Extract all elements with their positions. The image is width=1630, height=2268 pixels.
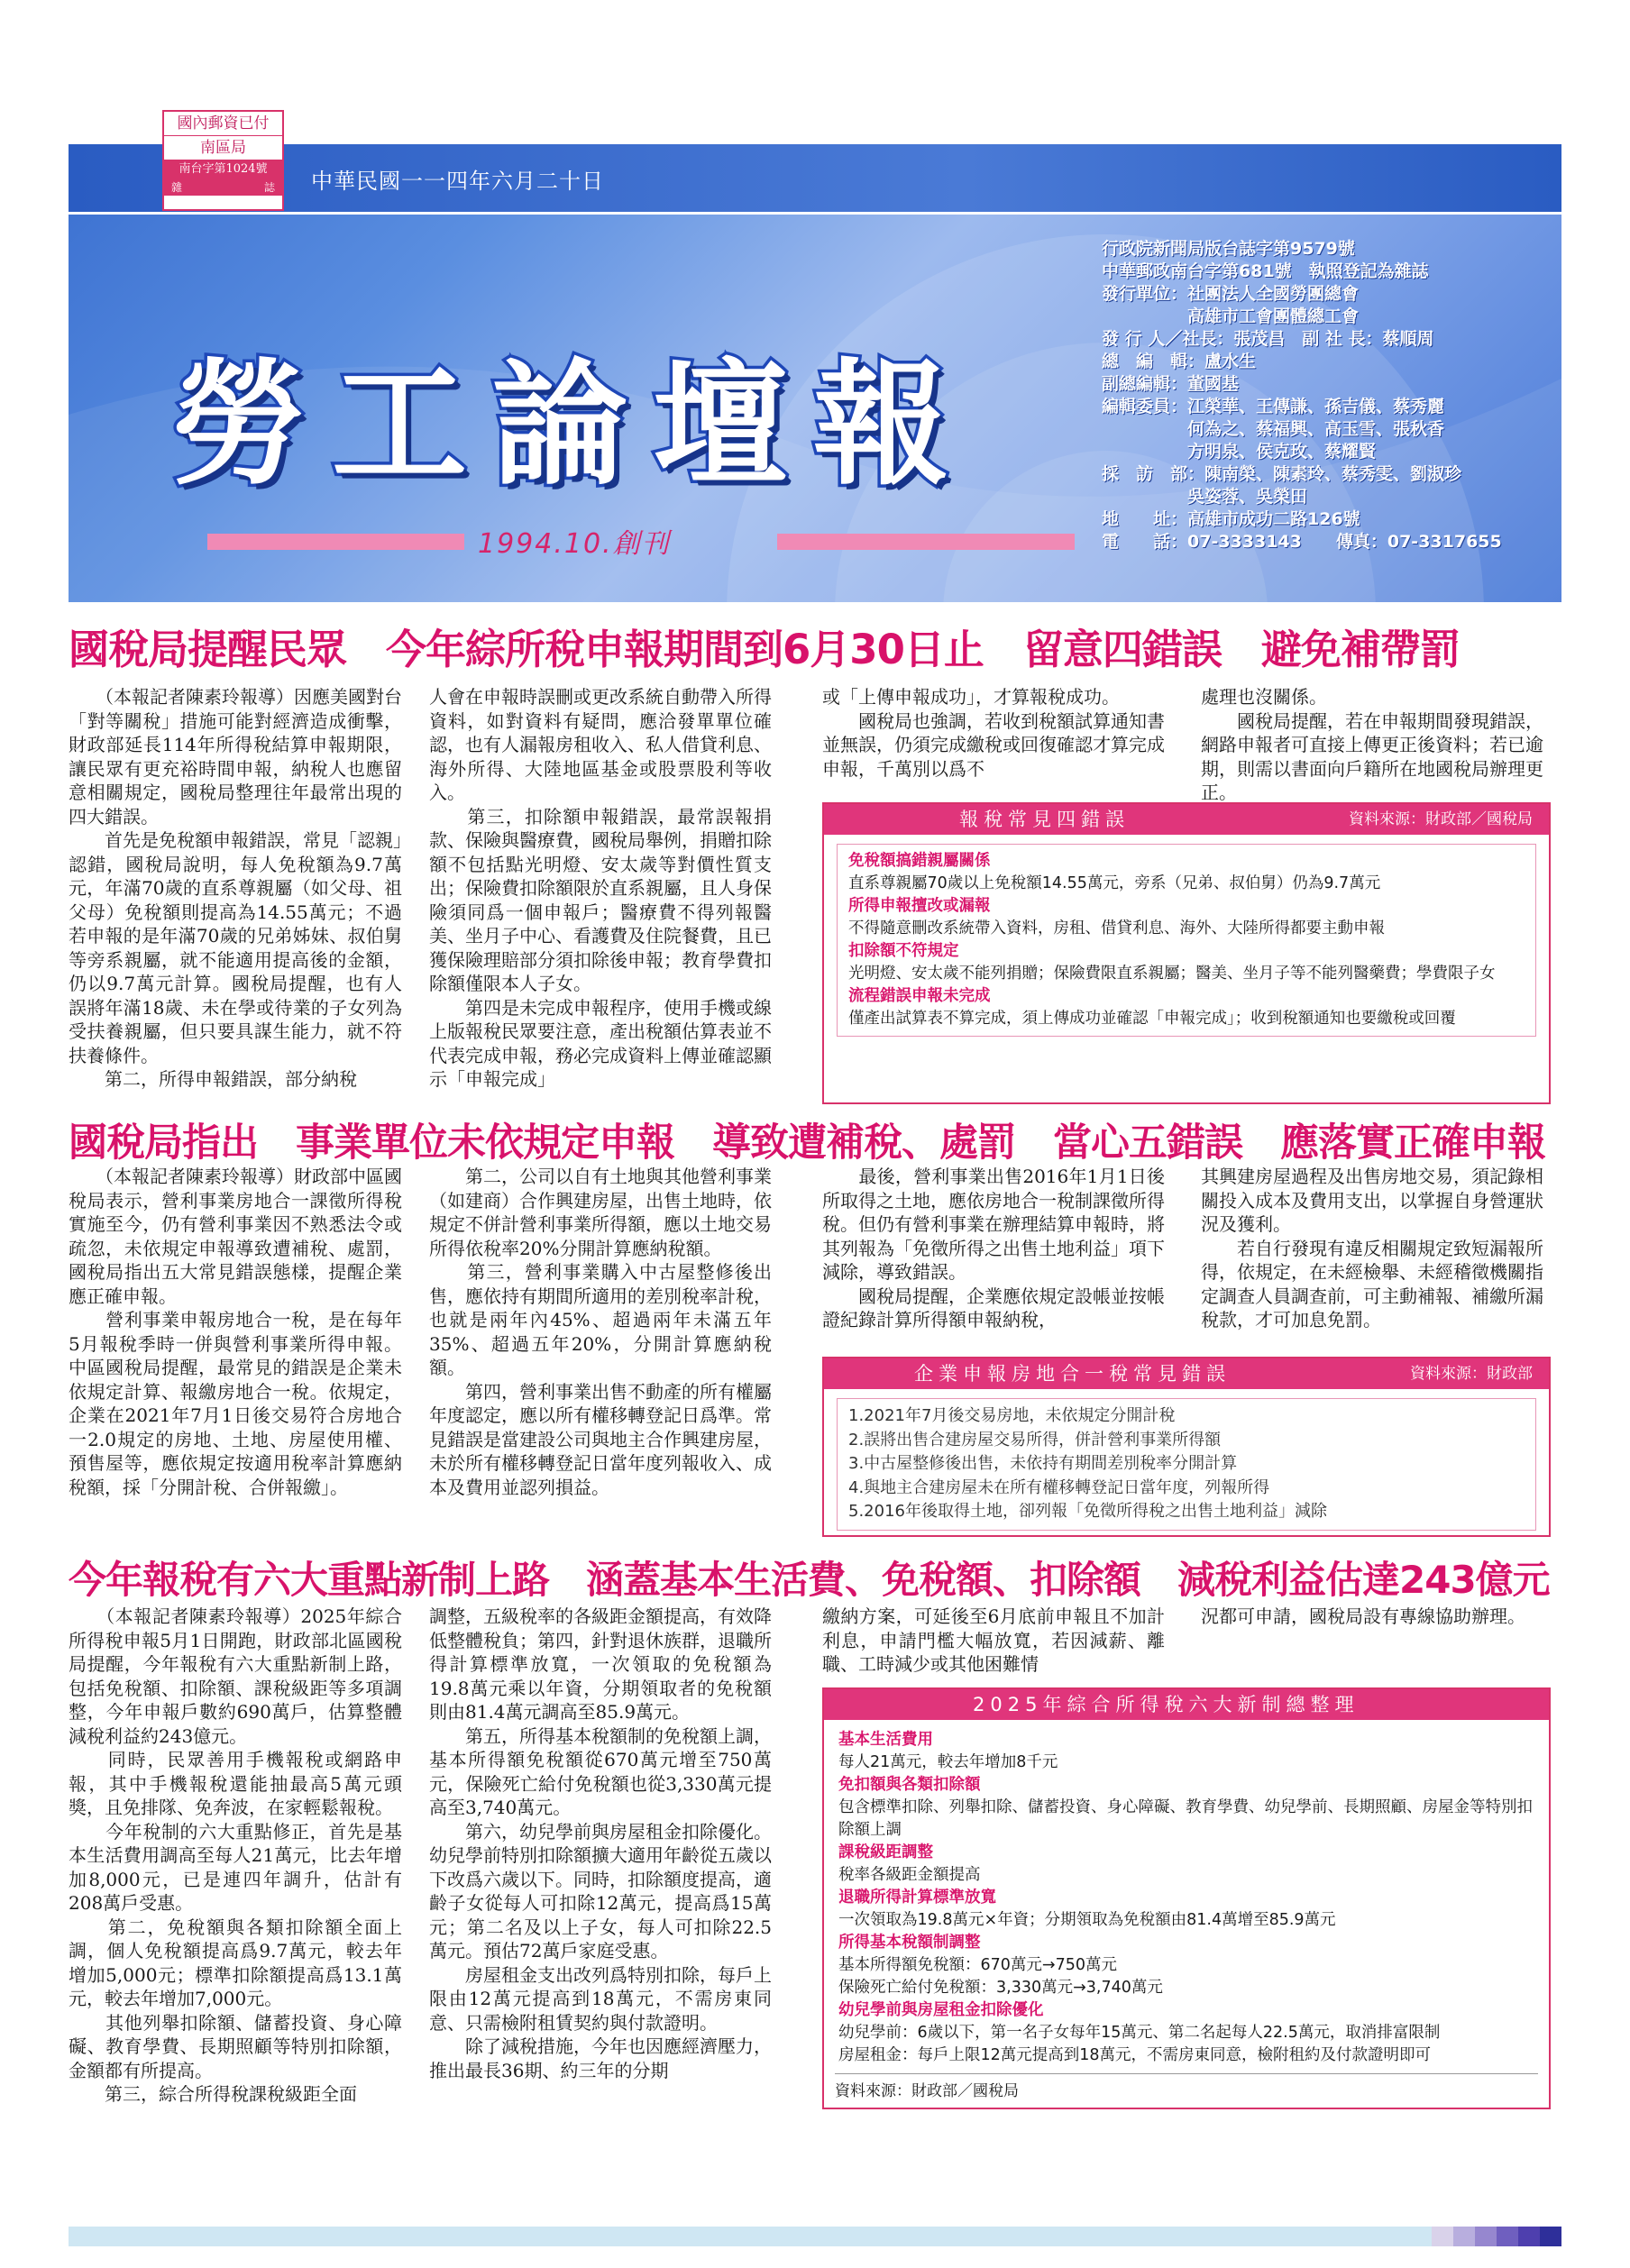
- masthead-info: [1102, 238, 1557, 553]
- box-item-head: 所得基本稅額制調整: [838, 1934, 981, 1952]
- masthead-line: 採 訪 部：陳南榮、陳素玲、蔡秀雯、劉淑珍: [1102, 464, 1462, 484]
- article2-box-body: [837, 1398, 1536, 1531]
- footer-bar: [69, 2227, 1561, 2246]
- box-item-head: 退職所得計算標準放寬: [838, 1888, 996, 1907]
- stamp-line3: 南台字第1024號: [164, 160, 282, 179]
- article1-col1: （本報記者陳素玲報導）因應美國對台「對等關稅」措施可能對經濟造成衝擊，財政部延長114年所得稅結算申報期限，讓民眾有更充裕時間申報，納稅人也應留意相關規定，國稅局整理往年最常出現的四大錯誤。 首先是免稅額申報錯誤，常見「認親」認錯，國稅局說明，每人免稅額為9.7萬元，年滿70歲的直系尊親屬（如父母、祖父母）免稅額則提高為14.55萬元；不過若申報的是年滿70歲的兄弟姊妹、叔伯舅等旁系親屬，就不能適用提高後的金額，仍以9.7萬元計算。國稅局提醒，也有人誤將年滿18歲、未在學或待業的子女列為受扶養親屬，但只要具謀生能力，就不符扶養條件。 第二，所得申報錯誤，部分納稅: [69, 686, 402, 1090]
- box-item-text: 不得隨意刪改系統帶入資料，房租、借貸利息、海外、大陸所得都要主動申報: [848, 919, 1385, 937]
- article3-box-header: [824, 1689, 1549, 1720]
- article3-box-body: [835, 1725, 1538, 2071]
- box-list-item: 4.與地主合建房屋未在所有權移轉登記日當年度，列報所得: [848, 1477, 1270, 1497]
- article3-col4: 況都可申請，國稅局設有專線協助辦理。: [1201, 1605, 1525, 1627]
- box-item-text: 包含標準扣除、列舉扣除、儲蓄投資、身心障礙、教育學費、幼兒學前、長期照顧、房屋金等特別扣除額上調: [838, 1798, 1533, 1839]
- masthead-line: 發行單位：社團法人全國勞團總會: [1102, 284, 1360, 304]
- masthead-line: 發 行 人／社長：張茂昌 副 社 長：蔡順周: [1102, 329, 1434, 349]
- article2-headline: 國稅局指出 事業單位未依規定申報 導致遭補稅、處罰 當心五錯誤 應落實正確申報: [69, 1120, 1545, 1166]
- box-item-head: 免扣額與各類扣除額: [838, 1776, 981, 1794]
- date-bar: [69, 144, 1561, 215]
- postage-stamp: [162, 110, 284, 211]
- article3-headline: 今年報稅有六大重點新制上路 涵蓋基本生活費、免稅額、扣除額 減稅利益估達243億元: [69, 1558, 1550, 1602]
- masthead-line: 副總編輯：董國基: [1102, 374, 1240, 394]
- masthead-line: 電 話：07-3333143 傳真：07-3317655: [1102, 532, 1502, 552]
- article2-col3: 最後，營利事業出售2016年1月1日後所取得之土地，應依房地合一稅制課徵所得稅。但仍有營利事業在辦理結算申報時，將其列報為「免徵所得之出售土地利益」項下減除，導致錯誤。 國稅局提醒，企業應依規定設帳並按帳證紀錄計算所得額申報納稅，: [822, 1166, 1165, 1331]
- footer-square: [1518, 2227, 1540, 2246]
- footer-square: [1497, 2227, 1518, 2246]
- box-item-text: 稅率各級距金額提高: [838, 1866, 981, 1884]
- masthead-line: 行政院新聞局版台誌字第9579號: [1102, 239, 1355, 259]
- box-item-head: 幼兒學前與房屋租金扣除優化: [838, 2001, 1044, 2019]
- article3-box-source: 資料來源：財政部／國稅局: [835, 2073, 1538, 2100]
- box-list-item: 5.2016年後取得土地，卻列報「免徵所得稅之出售土地利益」減除: [848, 1502, 1327, 1521]
- article1-col2: 人會在申報時誤刪或更改系統自動帶入所得資料，如對資料有疑問，應洽發單單位確認，也有人漏報房租收入、私人借貸利息、海外所得、大陸地區基金或股票股利等收入。 第三，扣除額申報錯誤，最常誤報捐款、保險與醫療費，國稅局舉例，捐贈扣除額不包括點光明燈、安太歲等對價性質支出；保險費扣除額限於直系親屬，且人身保險須同爲一個申報戶；醫療費不得列報醫美、坐月子中心、看護費及住院餐費，且已獲保險理賠部分須扣除後申報；教育學費扣除額僅限本人子女。 第四是未完成申報程序，使用手機或線上版報稅民眾要注意，產出稅額估算表並不代表完成申報，務必完成資料上傳並確認顯示「申報完成」: [429, 686, 772, 1090]
- stamp-line4a: 雜: [171, 181, 183, 194]
- box-item-text: 一次領取為19.8萬元×年資；分期領取為免稅額由81.4萬增至85.9萬元: [838, 1911, 1336, 1929]
- masthead-line: 中華郵政南台字第681號 執照登記為雜誌: [1102, 261, 1429, 281]
- article2-box-title: 企業申報房地合一稅常見錯誤: [914, 1363, 1231, 1385]
- footer-square: [1432, 2227, 1453, 2246]
- box-item-head: 基本生活費用: [838, 1731, 933, 1749]
- article2-col1: （本報記者陳素玲報導）財政部中區國稅局表示，營利事業房地合一課徵所得稅實施至今，仍有營利事業因不熟悉法令或疏忽，未依規定申報導致遭補稅、處罰，國稅局指出五大常見錯誤態樣，提醒企業應正確申報。 營利事業申報房地合一稅，是在每年5月報稅季時一併與營利事業所得申報。中區國稅局提醒，最常見的錯誤是企業未依規定計算、報繳房地合一稅。依規定，企業在2021年7月1日後交易符合房地合一2.0規定的房地、土地、房屋使用權、預售屋等，應依規定按適用稅率計算應納稅額，採「分開計稅、合併報繳」。: [69, 1166, 402, 1498]
- box-item-text: 每人21萬元，較去年增加8千元: [838, 1753, 1058, 1771]
- footer-square: [1475, 2227, 1497, 2246]
- masthead-line: 編輯委員：江榮華、王傳謙、孫吉儀、蔡秀麗: [1102, 397, 1445, 416]
- article1-col3: 或「上傳申報成功」，才算報稅成功。 國稅局也強調，若收到稅額試算通知書並無誤，仍須完成繳稅或回復確認才算完成申報，千萬別以爲不: [822, 686, 1165, 780]
- masthead-line: 何為之、蔡福興、高玉雪、張秋香: [1102, 419, 1445, 439]
- article1-box-source: 資料來源：財政部／國稅局: [1349, 810, 1533, 828]
- article1-headline: 國稅局提醒民眾 今年綜所稅申報期間到6月30日止 留意四錯誤 避免補帶罰: [69, 626, 1460, 673]
- box-list-item: 2.誤將出售合建房屋交易所得，併計營利事業所得額: [848, 1430, 1222, 1450]
- box-item-head: 流程錯誤申報未完成: [848, 987, 991, 1005]
- article3-col1: （本報記者陳素玲報導）2025年綜合所得稅申報5月1日開跑，財政部北區國稅局提醒，今年報稅有六大重點新制上路，包括免稅額、扣除額、課稅級距等多項調整，今年申報戶數約690萬戶，估算整體減稅利益約243億元。 同時，民眾善用手機報稅或網路申報，其中手機報稅還能抽最高5萬元頭獎，且免排隊、免奔波，在家輕鬆報稅。 今年稅制的六大重點修正，首先是基本生活費用調高至每人21萬元，比去年增加8,000元，已是連四年調升，估計有208萬戶受惠。 第二，免稅額與各類扣除額全面上調，個人免稅額提高爲9.7萬元，較去年增加5,000元；標準扣除額提高爲13.1萬元，較去年增加7,000元。 其他列舉扣除額、儲蓄投資、身心障礙、教育學費、長期照顧等特別扣除額，金額都有所提高。 第三，綜合所得稅課稅級距全面: [69, 1605, 402, 2105]
- stamp-line4: [164, 179, 282, 196]
- box-item-text: 基本所得額免稅額：670萬元→750萬元 保險死亡給付免稅額：3,330萬元→3,740萬元: [838, 1956, 1163, 1997]
- box-item-text: 僅產出試算表不算完成，須上傳成功並確認「申報完成」；收到稅額通知也要繳稅或回覆: [848, 1010, 1456, 1028]
- article2-col2: 第二，公司以自有土地與其他營利事業（如建商）合作興建房屋，出售土地時，依規定不併計營利事業所得額，應以土地交易所得依稅率20%分開計算應納稅額。 第三，營利事業購入中古屋整修後出售，應依持有期間所適用的差別稅率計稅，也就是兩年內45%、超過兩年未滿五年35%、超過五年20%，分開計算應納稅額。 第四，營利事業出售不動產的所有權屬年度認定，應以所有權移轉登記日爲準。常見錯誤是當建設公司與地主合作興建房屋，未於所有權移轉登記日當年度列報收入、成本及費用並認列損益。: [429, 1166, 772, 1498]
- article3-col2: 調整，五級稅率的各級距金額提高，有效降低整體稅負；第四，針對退休族群，退職所得計算標準放寬，一次領取的免稅額為19.8萬元乘以年資，分期領取者的免稅額則由81.4萬元調高至85.9萬元。 第五，所得基本稅額制的免稅額上調，基本所得額免稅額從670萬元增至750萬元，保險死亡給付免稅額也從3,330萬元提高至3,740萬元。 第六，幼兒學前與房屋租金扣除優化。幼兒學前特別扣除額擴大適用年齡從五歲以下改爲六歲以下。同時，扣除額度提高，適齡子女從每人可扣除12萬元，提高爲15萬元；第二名及以上子女，每人可扣除22.5萬元。預估72萬戶家庭受惠。 房屋租金支出改列爲特別扣除，每戶上限由12萬元提高到18萬元，不需房東同意、只需檢附租賃契約與付款證明。 除了減稅措施，今年也因應經濟壓力，推出最長36期、約三年的分期: [429, 1605, 772, 2081]
- paper-title: 勞工論壇報: [171, 347, 975, 504]
- stamp-line1: 國內郵資已付: [164, 112, 282, 136]
- box-list-item: 3.中古屋整修後出售，未依持有期間差別稅率分開計算: [848, 1454, 1238, 1473]
- article2-sidebar-box: [822, 1357, 1551, 1537]
- box-item-text: 直系尊親屬70歲以上免稅額14.55萬元，旁系（兄弟、叔伯舅）仍為9.7萬元: [848, 874, 1381, 892]
- box-item-head: 課稅級距調整: [838, 1843, 933, 1861]
- masthead-line: 高雄市工會團體總工會: [1102, 306, 1360, 326]
- decor-bar-right: [777, 534, 1075, 550]
- decor-bar-left: [207, 534, 464, 550]
- box-item-head: 扣除額不符規定: [848, 942, 959, 960]
- stamp-line2: 南區局: [164, 136, 282, 160]
- article1-box-body: [837, 844, 1536, 1037]
- box-item-text: 幼兒學前：6歲以下，第一名子女每年15萬元、第二名起每人22.5萬元，取消排富限制 房屋租金：每戶上限12萬元提高到18萬元，不需房東同意，檢附租約及付款證明即可: [838, 2024, 1441, 2064]
- issue-date: 中華民國一一四年六月二十日: [311, 169, 604, 194]
- masthead-line: 吳姿蓉、吳榮田: [1102, 487, 1308, 507]
- article2-box-header: [824, 1358, 1549, 1389]
- masthead-line: 總 編 輯：盧水生: [1102, 352, 1257, 371]
- masthead-line: 地 址：高雄市成功二路126號: [1102, 509, 1360, 529]
- footer-square: [1453, 2227, 1475, 2246]
- article2-col4: 其興建房屋過程及出售房地交易，須記錄相關投入成本及費用支出，以掌握自身營運狀況及獲利。 若自行發現有違反相關規定致短漏報所得，依規定，在未經檢舉、未經稽徵機關指定調查人員調查前，可主動補報、補繳所漏稅款，才可加息免罰。: [1201, 1166, 1543, 1331]
- founded-label: 1994.10.創刊: [478, 528, 671, 560]
- box-item-head: 免稅額搞錯親屬關係: [848, 852, 991, 870]
- footer-squares: [1432, 2227, 1561, 2246]
- article3-sidebar-box: [822, 1687, 1551, 2109]
- box-list-item: 1.2021年7月後交易房地，未依規定分開計稅: [848, 1406, 1176, 1425]
- article1-box-header: [824, 804, 1549, 835]
- article1-box-title: 報稅常見四錯誤: [959, 809, 1130, 830]
- stamp-line4b: 誌: [263, 181, 275, 194]
- article1-col4: 處理也沒關係。 國稅局提醒，若在申報期間發現錯誤，網路申報者可直接上傳更正後資料；若已逾期，則需以書面向戶籍所在地國稅局辦理更正。: [1201, 686, 1543, 802]
- box-item-text: 光明燈、安太歲不能列捐贈；保險費限直系親屬；醫美、坐月子等不能列醫藥費；學費限子女: [848, 965, 1496, 983]
- article2-box-source: 資料來源：財政部: [1410, 1365, 1533, 1383]
- masthead-line: 方明泉、侯克玫、蔡耀賢: [1102, 442, 1377, 462]
- article3-col3: 繳納方案，可延後至6月底前申報且不加計利息，申請門檻大幅放寬，若因減薪、離職、工時減少或其他困難情: [822, 1605, 1165, 1675]
- article3-box-title: 2025年綜合所得稅六大新制總整理: [973, 1694, 1360, 1715]
- footer-square: [1540, 2227, 1561, 2246]
- article1-sidebar-box: [822, 802, 1551, 1104]
- box-item-head: 所得申報擅改或漏報: [848, 897, 991, 915]
